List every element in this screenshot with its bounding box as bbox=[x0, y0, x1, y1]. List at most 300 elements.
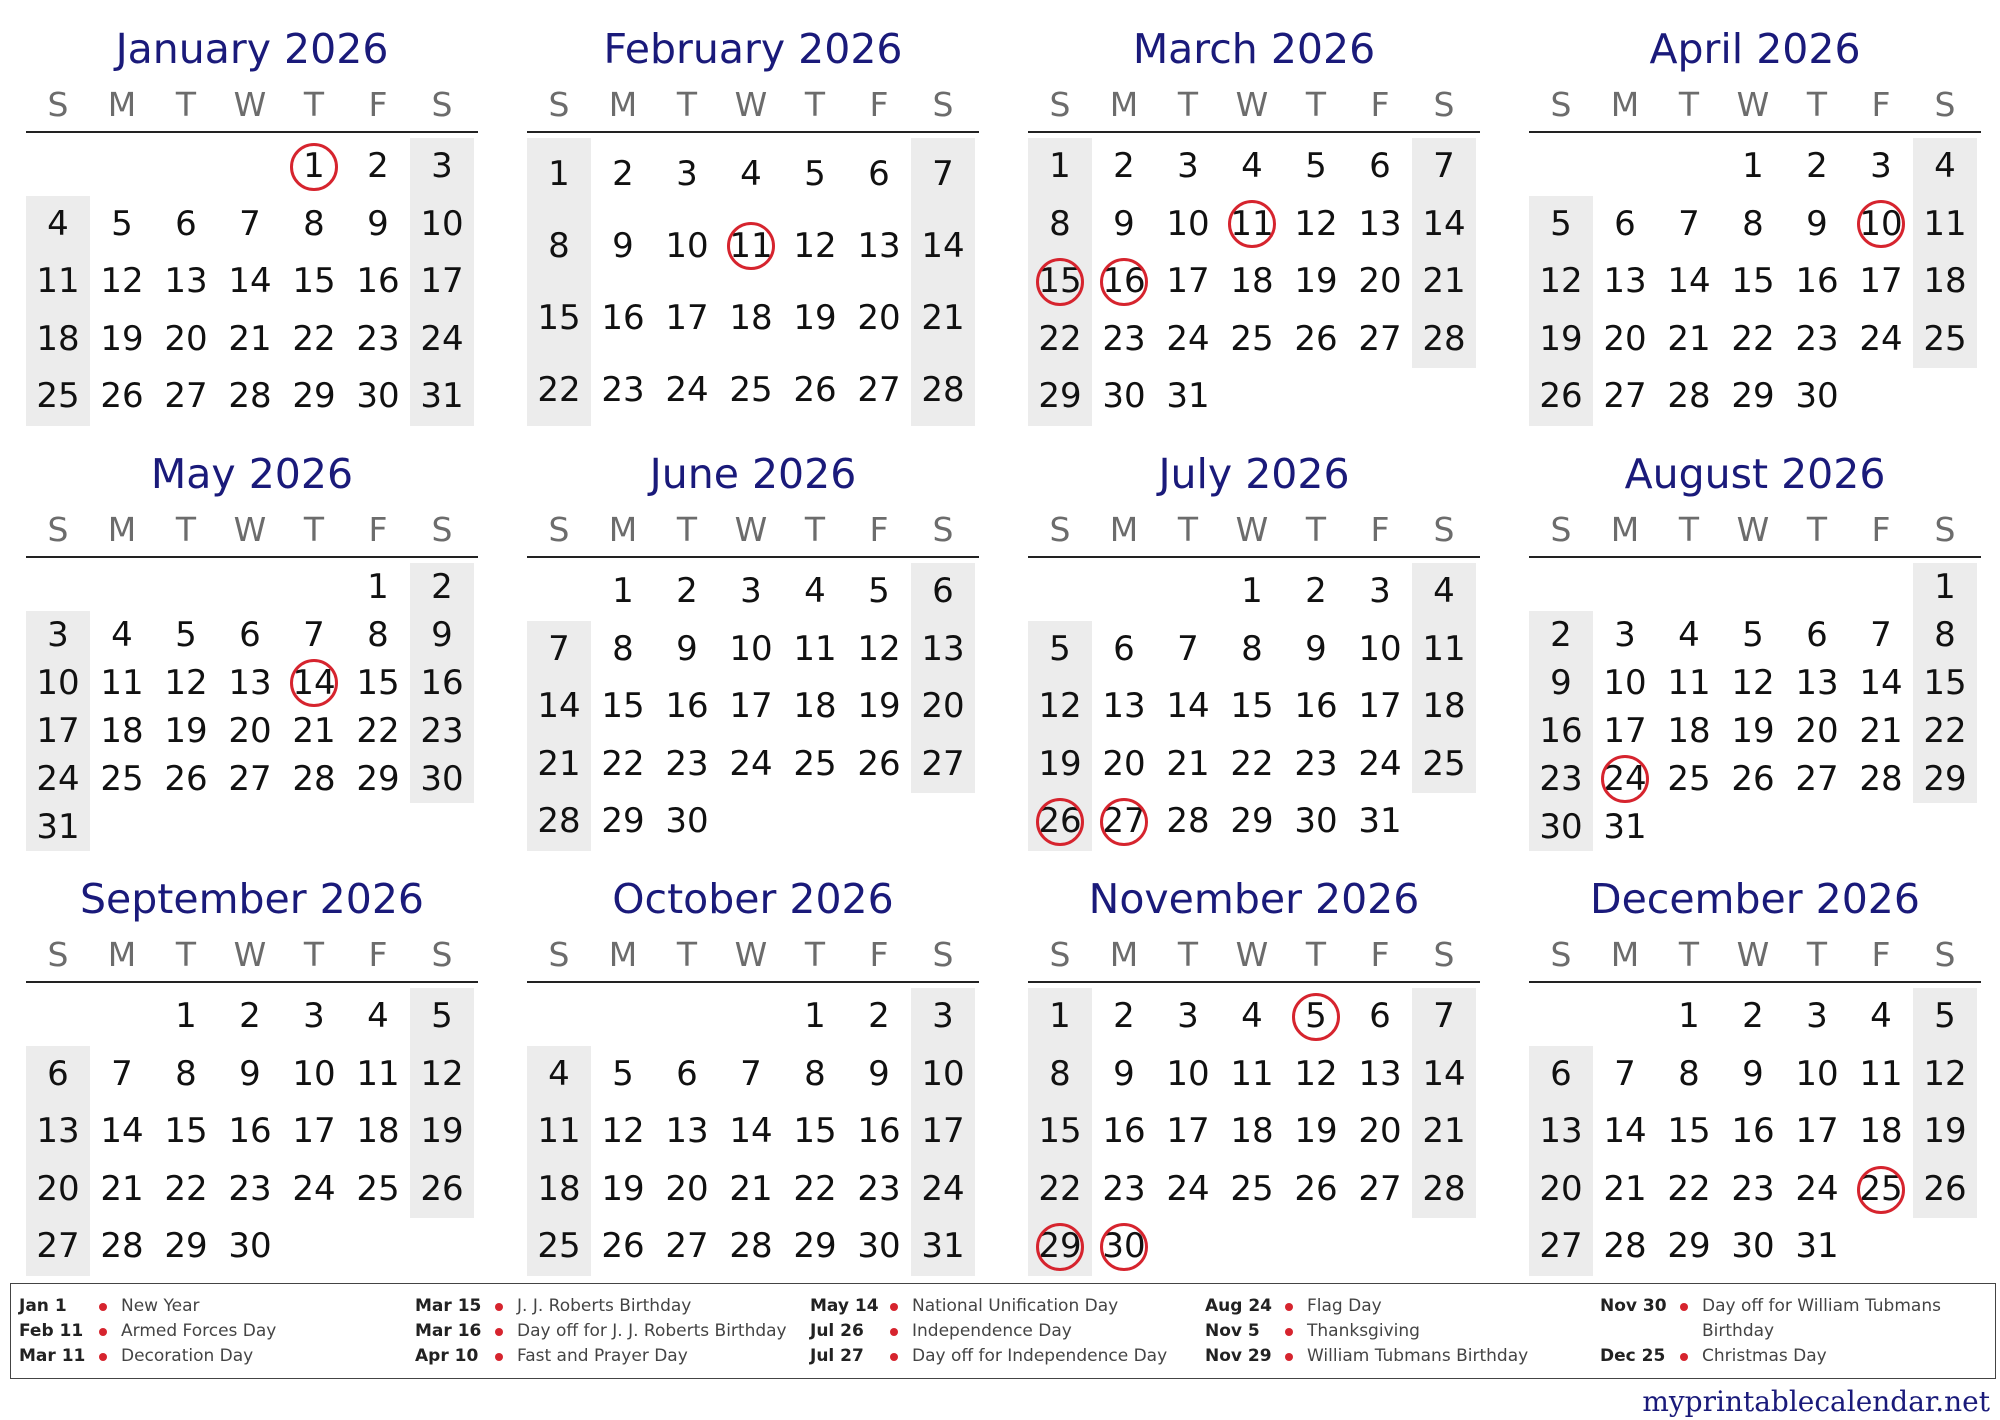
weekday-header: S bbox=[1049, 510, 1071, 549]
weekday-header: W bbox=[1736, 510, 1770, 549]
weekday-header: T bbox=[1177, 935, 1199, 974]
weekday-header: T bbox=[175, 935, 197, 974]
month-9 bbox=[26, 860, 478, 1265]
day-cell: 26 bbox=[857, 743, 901, 784]
weekday-header: F bbox=[1370, 85, 1390, 124]
day-cell: 14 bbox=[921, 226, 965, 266]
day-cell: 18 bbox=[1667, 711, 1711, 751]
day-cell: 7 bbox=[303, 615, 325, 655]
legend-date: Jul 26 bbox=[810, 1321, 864, 1341]
day-cell: 5 bbox=[175, 615, 197, 655]
weekday-header: T bbox=[676, 935, 698, 974]
day-cell: 20 bbox=[1795, 711, 1839, 751]
header-divider bbox=[1529, 981, 1981, 983]
day-cell: 27 bbox=[228, 759, 272, 799]
weekday-header: W bbox=[1736, 935, 1770, 974]
weekday-header: T bbox=[804, 85, 826, 124]
weekday-header: F bbox=[1370, 510, 1390, 549]
month-title: August 2026 bbox=[1624, 450, 1886, 498]
day-cell: 10 bbox=[729, 628, 773, 669]
day-cell: 20 bbox=[36, 1168, 80, 1209]
weekday-header: M bbox=[608, 85, 638, 124]
day-cell: 5 bbox=[1305, 146, 1327, 186]
day-cell: 26 bbox=[1923, 1168, 1967, 1209]
day-cell: 14 bbox=[1166, 686, 1210, 727]
day-cell: 30 bbox=[228, 1226, 272, 1267]
day-cell: 18 bbox=[729, 298, 773, 338]
header-divider bbox=[26, 556, 478, 558]
day-cell: 3 bbox=[740, 571, 762, 611]
weekday-header: M bbox=[107, 85, 137, 124]
day-cell: 2 bbox=[612, 154, 634, 194]
weekday-header: W bbox=[233, 510, 267, 549]
legend-holiday-name: Thanksgiving bbox=[1307, 1321, 1420, 1341]
weekday-header: W bbox=[734, 935, 768, 974]
day-cell: 18 bbox=[356, 1111, 400, 1152]
day-cell: 24 bbox=[1358, 743, 1402, 784]
day-cell: 25 bbox=[1422, 743, 1466, 784]
day-cell: 16 bbox=[356, 261, 400, 302]
day-cell: 2 bbox=[1806, 146, 1828, 186]
weekday-header: W bbox=[233, 85, 267, 124]
day-cell: 4 bbox=[1678, 615, 1700, 655]
day-cell: 19 bbox=[1038, 743, 1082, 784]
holiday-dot-icon bbox=[1285, 1303, 1293, 1311]
header-divider bbox=[1028, 981, 1480, 983]
weekday-header: S bbox=[548, 85, 570, 124]
day-cell: 7 bbox=[932, 154, 954, 194]
day-cell: 15 bbox=[1038, 1111, 1082, 1152]
day-cell: 31 bbox=[1603, 807, 1647, 847]
day-cell: 29 bbox=[1038, 376, 1082, 417]
month-title: October 2026 bbox=[612, 875, 894, 923]
month-10 bbox=[527, 860, 979, 1265]
day-cell: 18 bbox=[1422, 686, 1466, 727]
day-cell: 19 bbox=[420, 1111, 464, 1152]
day-cell: 11 bbox=[1422, 628, 1466, 669]
day-cell: 20 bbox=[164, 318, 208, 359]
day-cell: 13 bbox=[921, 628, 965, 669]
day-cell: 29 bbox=[1667, 1226, 1711, 1267]
day-cell: 9 bbox=[676, 628, 698, 669]
day-cell: 21 bbox=[1422, 1111, 1466, 1152]
day-cell: 25 bbox=[1230, 318, 1274, 359]
holiday-circle bbox=[1100, 258, 1148, 306]
holiday-legend bbox=[10, 1283, 1996, 1379]
day-cell: 13 bbox=[1603, 261, 1647, 302]
day-cell: 16 bbox=[420, 663, 464, 703]
day-cell: 22 bbox=[601, 743, 645, 784]
day-cell: 6 bbox=[676, 1053, 698, 1094]
legend-holiday-name: Birthday bbox=[1702, 1321, 1775, 1341]
month-7 bbox=[1028, 435, 1480, 840]
day-cell: 18 bbox=[1230, 1111, 1274, 1152]
weekday-header: M bbox=[107, 510, 137, 549]
day-cell: 15 bbox=[1731, 261, 1775, 302]
weekday-header: M bbox=[107, 935, 137, 974]
day-cell: 29 bbox=[1923, 759, 1967, 799]
legend-date: Mar 16 bbox=[415, 1321, 482, 1341]
day-cell: 7 bbox=[1678, 203, 1700, 244]
day-cell: 13 bbox=[36, 1111, 80, 1152]
day-cell: 8 bbox=[804, 1053, 826, 1094]
day-cell: 2 bbox=[1742, 996, 1764, 1036]
weekday-header: T bbox=[175, 85, 197, 124]
day-cell: 12 bbox=[164, 663, 208, 703]
day-cell: 19 bbox=[601, 1168, 645, 1209]
day-cell: 16 bbox=[601, 298, 645, 338]
day-cell: 26 bbox=[793, 370, 837, 410]
day-cell: 23 bbox=[1294, 743, 1338, 784]
day-cell: 21 bbox=[537, 743, 581, 784]
month-12 bbox=[1529, 860, 1981, 1265]
day-cell: 3 bbox=[932, 996, 954, 1036]
day-cell: 21 bbox=[729, 1168, 773, 1209]
day-cell: 8 bbox=[548, 226, 570, 266]
day-cell: 2 bbox=[1305, 571, 1327, 611]
weekday-header: S bbox=[431, 935, 453, 974]
day-cell: 20 bbox=[1102, 743, 1146, 784]
day-cell: 17 bbox=[36, 711, 80, 751]
day-cell: 29 bbox=[1038, 1226, 1082, 1267]
weekday-header: T bbox=[676, 85, 698, 124]
header-divider bbox=[26, 131, 478, 133]
day-cell: 10 bbox=[1166, 203, 1210, 244]
day-cell: 22 bbox=[1731, 318, 1775, 359]
day-cell: 12 bbox=[1539, 261, 1583, 302]
day-cell: 18 bbox=[1230, 261, 1274, 302]
weekday-header: S bbox=[431, 510, 453, 549]
header-divider bbox=[1529, 131, 1981, 133]
day-cell: 2 bbox=[431, 567, 453, 607]
legend-holiday-name: National Unification Day bbox=[912, 1296, 1119, 1316]
day-cell: 2 bbox=[1113, 146, 1135, 186]
day-cell: 6 bbox=[239, 615, 261, 655]
holiday-circle bbox=[1292, 993, 1340, 1041]
day-cell: 29 bbox=[1230, 801, 1274, 842]
header-divider bbox=[527, 981, 979, 983]
legend-holiday-name: J. J. Roberts Birthday bbox=[517, 1296, 692, 1316]
day-cell: 12 bbox=[1294, 1053, 1338, 1094]
day-cell: 12 bbox=[1923, 1053, 1967, 1094]
day-cell: 1 bbox=[1241, 571, 1263, 611]
day-cell: 4 bbox=[1934, 146, 1956, 186]
day-cell: 31 bbox=[1795, 1226, 1839, 1267]
month-title: September 2026 bbox=[80, 875, 424, 923]
holiday-dot-icon bbox=[890, 1328, 898, 1336]
day-cell: 19 bbox=[164, 711, 208, 751]
weekday-header: T bbox=[303, 935, 325, 974]
weekday-header: W bbox=[1736, 85, 1770, 124]
day-cell: 10 bbox=[36, 663, 80, 703]
weekday-header: T bbox=[1177, 510, 1199, 549]
day-cell: 27 bbox=[164, 376, 208, 417]
day-cell: 6 bbox=[932, 571, 954, 611]
day-cell: 28 bbox=[537, 801, 581, 842]
day-cell: 18 bbox=[100, 711, 144, 751]
day-cell: 26 bbox=[1038, 801, 1082, 842]
site-footer-link[interactable]: myprintablecalendar.net bbox=[1642, 1385, 1990, 1418]
header-divider bbox=[26, 981, 478, 983]
day-cell: 16 bbox=[1102, 1111, 1146, 1152]
weekday-header: T bbox=[804, 510, 826, 549]
weekday-header: S bbox=[1934, 85, 1956, 124]
day-cell: 6 bbox=[1806, 615, 1828, 655]
day-cell: 17 bbox=[420, 261, 464, 302]
day-cell: 1 bbox=[1049, 146, 1071, 186]
day-cell: 26 bbox=[100, 376, 144, 417]
month-1 bbox=[26, 10, 478, 415]
holiday-dot-icon bbox=[1680, 1303, 1688, 1311]
day-cell: 9 bbox=[1113, 203, 1135, 244]
day-cell: 30 bbox=[1795, 376, 1839, 417]
day-cell: 24 bbox=[36, 759, 80, 799]
month-title: July 2026 bbox=[1158, 450, 1350, 498]
day-cell: 7 bbox=[1177, 628, 1199, 669]
day-cell: 21 bbox=[1166, 743, 1210, 784]
legend-date: Apr 10 bbox=[415, 1346, 479, 1366]
day-cell: 8 bbox=[1049, 203, 1071, 244]
day-cell: 29 bbox=[1731, 376, 1775, 417]
weekday-header: S bbox=[1550, 85, 1572, 124]
day-cell: 11 bbox=[537, 1111, 581, 1152]
month-11 bbox=[1028, 860, 1480, 1265]
weekday-header: S bbox=[548, 510, 570, 549]
day-cell: 23 bbox=[601, 370, 645, 410]
weekday-header: T bbox=[1678, 935, 1700, 974]
day-cell: 22 bbox=[793, 1168, 837, 1209]
day-cell: 16 bbox=[1731, 1111, 1775, 1152]
day-cell: 30 bbox=[665, 801, 709, 842]
day-cell: 23 bbox=[356, 318, 400, 359]
day-cell: 3 bbox=[1870, 146, 1892, 186]
weekday-header: S bbox=[932, 510, 954, 549]
header-divider bbox=[527, 556, 979, 558]
day-cell: 2 bbox=[676, 571, 698, 611]
header-divider bbox=[527, 131, 979, 133]
weekday-header: F bbox=[869, 510, 889, 549]
day-cell: 12 bbox=[1731, 663, 1775, 703]
day-cell: 24 bbox=[1859, 318, 1903, 359]
day-cell: 7 bbox=[740, 1053, 762, 1094]
day-cell: 23 bbox=[228, 1168, 272, 1209]
holiday-dot-icon bbox=[495, 1353, 503, 1361]
day-cell: 6 bbox=[1113, 628, 1135, 669]
weekday-header: S bbox=[1049, 935, 1071, 974]
holiday-circle bbox=[1100, 798, 1148, 846]
weekday-header: M bbox=[1109, 935, 1139, 974]
day-cell: 27 bbox=[1603, 376, 1647, 417]
day-cell: 8 bbox=[1678, 1053, 1700, 1094]
day-cell: 22 bbox=[1923, 711, 1967, 751]
legend-date: Jan 1 bbox=[19, 1296, 67, 1316]
month-title: November 2026 bbox=[1088, 875, 1420, 923]
weekday-header: T bbox=[804, 935, 826, 974]
day-cell: 17 bbox=[1166, 1111, 1210, 1152]
weekday-header: S bbox=[1049, 85, 1071, 124]
day-cell: 11 bbox=[1859, 1053, 1903, 1094]
day-cell: 14 bbox=[292, 663, 336, 703]
weekday-header: S bbox=[1433, 510, 1455, 549]
day-cell: 4 bbox=[1870, 996, 1892, 1036]
day-cell: 27 bbox=[1539, 1226, 1583, 1267]
day-cell: 5 bbox=[1550, 203, 1572, 244]
day-cell: 30 bbox=[1539, 807, 1583, 847]
day-cell: 15 bbox=[1038, 261, 1082, 302]
day-cell: 1 bbox=[175, 996, 197, 1036]
day-cell: 4 bbox=[47, 203, 69, 244]
day-cell: 13 bbox=[1358, 203, 1402, 244]
day-cell: 10 bbox=[921, 1053, 965, 1094]
day-cell: 24 bbox=[1166, 1168, 1210, 1209]
day-cell: 19 bbox=[857, 686, 901, 727]
holiday-circle bbox=[1036, 258, 1084, 306]
legend-date: Nov 5 bbox=[1205, 1321, 1260, 1341]
day-cell: 29 bbox=[292, 376, 336, 417]
day-cell: 1 bbox=[1678, 996, 1700, 1036]
day-cell: 26 bbox=[601, 1226, 645, 1267]
day-cell: 26 bbox=[1731, 759, 1775, 799]
weekday-header: M bbox=[1610, 935, 1640, 974]
holiday-circle bbox=[727, 222, 775, 270]
day-cell: 31 bbox=[420, 376, 464, 417]
day-cell: 17 bbox=[665, 298, 709, 338]
day-cell: 20 bbox=[228, 711, 272, 751]
day-cell: 1 bbox=[1934, 567, 1956, 607]
weekday-header: M bbox=[1109, 85, 1139, 124]
day-cell: 12 bbox=[100, 261, 144, 302]
day-cell: 16 bbox=[1102, 261, 1146, 302]
legend-date: May 14 bbox=[810, 1296, 879, 1316]
day-cell: 15 bbox=[601, 686, 645, 727]
day-cell: 18 bbox=[537, 1168, 581, 1209]
day-cell: 11 bbox=[1923, 203, 1967, 244]
day-cell: 23 bbox=[1102, 1168, 1146, 1209]
day-cell: 23 bbox=[1795, 318, 1839, 359]
day-cell: 17 bbox=[1358, 686, 1402, 727]
day-cell: 26 bbox=[164, 759, 208, 799]
day-cell: 8 bbox=[1742, 203, 1764, 244]
day-cell: 31 bbox=[1358, 801, 1402, 842]
legend-holiday-name: Day off for J. J. Roberts Birthday bbox=[517, 1321, 787, 1341]
day-cell: 28 bbox=[1667, 376, 1711, 417]
weekday-header: W bbox=[734, 85, 768, 124]
day-cell: 28 bbox=[921, 370, 965, 410]
weekday-header: S bbox=[1550, 935, 1572, 974]
day-cell: 10 bbox=[420, 203, 464, 244]
day-cell: 15 bbox=[1230, 686, 1274, 727]
weekday-header: S bbox=[47, 510, 69, 549]
day-cell: 14 bbox=[228, 261, 272, 302]
weekday-header: T bbox=[303, 85, 325, 124]
day-cell: 27 bbox=[921, 743, 965, 784]
day-cell: 20 bbox=[1358, 1111, 1402, 1152]
month-4 bbox=[1529, 10, 1981, 415]
weekday-header: S bbox=[1433, 935, 1455, 974]
day-cell: 26 bbox=[1294, 1168, 1338, 1209]
day-cell: 16 bbox=[857, 1111, 901, 1152]
day-cell: 16 bbox=[665, 686, 709, 727]
weekday-header: T bbox=[1806, 85, 1828, 124]
day-cell: 2 bbox=[1550, 615, 1572, 655]
day-cell: 25 bbox=[729, 370, 773, 410]
weekday-header: T bbox=[1806, 935, 1828, 974]
day-cell: 24 bbox=[420, 318, 464, 359]
day-cell: 20 bbox=[921, 686, 965, 727]
weekday-header: F bbox=[869, 935, 889, 974]
day-cell: 24 bbox=[292, 1168, 336, 1209]
day-cell: 16 bbox=[228, 1111, 272, 1152]
holiday-dot-icon bbox=[1680, 1353, 1688, 1361]
day-cell: 12 bbox=[857, 628, 901, 669]
day-cell: 15 bbox=[537, 298, 581, 338]
holiday-dot-icon bbox=[99, 1328, 107, 1336]
day-cell: 16 bbox=[1795, 261, 1839, 302]
day-cell: 22 bbox=[356, 711, 400, 751]
month-5 bbox=[26, 435, 478, 847]
weekday-header: W bbox=[1235, 85, 1269, 124]
holiday-dot-icon bbox=[99, 1303, 107, 1311]
day-cell: 27 bbox=[36, 1226, 80, 1267]
weekday-header: F bbox=[869, 85, 889, 124]
day-cell: 28 bbox=[1859, 759, 1903, 799]
day-cell: 4 bbox=[111, 615, 133, 655]
day-cell: 10 bbox=[1166, 1053, 1210, 1094]
day-cell: 22 bbox=[292, 318, 336, 359]
day-cell: 29 bbox=[356, 759, 400, 799]
day-cell: 13 bbox=[1358, 1053, 1402, 1094]
day-cell: 24 bbox=[729, 743, 773, 784]
legend-date: Feb 11 bbox=[19, 1321, 84, 1341]
day-cell: 4 bbox=[367, 996, 389, 1036]
day-cell: 2 bbox=[367, 146, 389, 186]
day-cell: 16 bbox=[1294, 686, 1338, 727]
day-cell: 14 bbox=[1859, 663, 1903, 703]
weekday-header: T bbox=[1305, 510, 1327, 549]
day-cell: 17 bbox=[921, 1111, 965, 1152]
day-cell: 16 bbox=[1539, 711, 1583, 751]
day-cell: 14 bbox=[537, 686, 581, 727]
weekday-header: S bbox=[1433, 85, 1455, 124]
day-cell: 13 bbox=[665, 1111, 709, 1152]
weekday-header: T bbox=[1678, 85, 1700, 124]
day-cell: 25 bbox=[1230, 1168, 1274, 1209]
day-cell: 15 bbox=[1923, 663, 1967, 703]
day-cell: 30 bbox=[356, 376, 400, 417]
day-cell: 17 bbox=[1603, 711, 1647, 751]
day-cell: 7 bbox=[1870, 615, 1892, 655]
day-cell: 15 bbox=[164, 1111, 208, 1152]
month-title: February 2026 bbox=[603, 25, 903, 73]
holiday-dot-icon bbox=[890, 1353, 898, 1361]
day-cell: 7 bbox=[239, 203, 261, 244]
weekday-header: T bbox=[175, 510, 197, 549]
day-cell: 20 bbox=[1539, 1168, 1583, 1209]
weekday-header: M bbox=[1109, 510, 1139, 549]
day-cell: 10 bbox=[1603, 663, 1647, 703]
holiday-circle bbox=[1857, 1166, 1905, 1214]
weekday-header: T bbox=[676, 510, 698, 549]
day-cell: 8 bbox=[367, 615, 389, 655]
day-cell: 13 bbox=[857, 226, 901, 266]
day-cell: 9 bbox=[868, 1053, 890, 1094]
day-cell: 21 bbox=[1859, 711, 1903, 751]
day-cell: 19 bbox=[1923, 1111, 1967, 1152]
weekday-header: S bbox=[47, 85, 69, 124]
day-cell: 3 bbox=[1177, 146, 1199, 186]
day-cell: 3 bbox=[1614, 615, 1636, 655]
day-cell: 9 bbox=[1806, 203, 1828, 244]
